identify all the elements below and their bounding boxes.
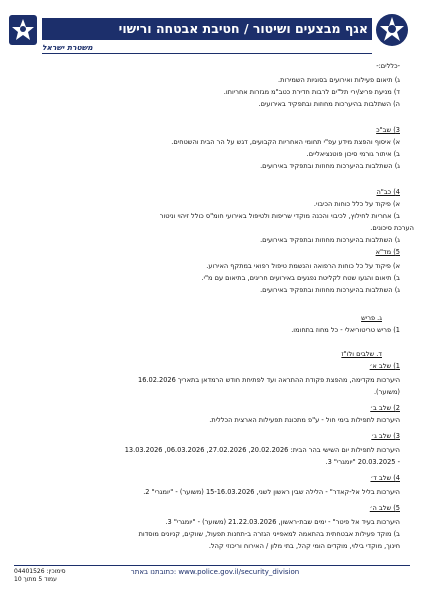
text-line: ב) איתור גורמי סיכון פוטנציאליים.: [306, 150, 400, 158]
text-line: 1) פריש טריטוריאלי - כל מחוז בתחומו.: [291, 326, 400, 334]
text-line: -כללים:-: [376, 62, 400, 70]
text-line: 3) שב"כ: [376, 126, 400, 134]
text-line: ד) מניעת פריצ/ירי תל"ים לרבות חדירת כטב"מ מגזרות אחריותו.: [223, 88, 400, 96]
text-line: ג) השתלבות בהיערכות מחוזות ובתפקיד באירועים.: [260, 162, 400, 170]
text-line: 2) שלב ב׳: [370, 404, 400, 412]
text-line: הערכת סיכונים.: [370, 224, 414, 232]
text-line: 5) מד"א: [375, 248, 400, 256]
text-line: ג. פריש: [361, 314, 382, 322]
text-line: היערכות לתפילות בימי חול - ע"פ מתכונת תפעילות הארצית הכללית.: [209, 416, 400, 424]
text-line: היערכות לתפילות יום השישי בהר הבית: 20.02.2026, 27.02.2026, 06.03.2026, 13.03.2026: [124, 446, 400, 454]
text-line: (משוער).: [373, 388, 400, 396]
police-emblem-icon: [6, 12, 40, 48]
reference-number: סימוכין: 04401526: [14, 568, 66, 575]
footer-reference: [14, 568, 84, 584]
text-line: ה) השתלבות בהיערכות מחוזות ובתפקיד באירועים.: [258, 100, 400, 108]
text-line: ד. שלבים ולו"ז: [341, 350, 382, 358]
text-line: היערכות מקדימה, מהפצת פקודת ההתראה ועד לפתיחת חודש הרמדאן בתאריך 16.02.2026: [138, 376, 400, 384]
text-line: - 20.03.2025 "יומגרי" 3.: [325, 458, 400, 466]
text-line: ג) השתלבות בהיערכות מחוזות ובתפקיד באירועים.: [260, 286, 400, 294]
footer-divider: [14, 565, 410, 566]
text-line: א) פיקוד על כל כוחות הרפואה והנשמת טיפול רפואי במתקף האירוע.: [206, 262, 400, 270]
text-line: א) איסוף והפצת מידע עפ"י תחומי האחריות הקבועים, דגש על הר הבית והשטחים.: [171, 138, 400, 146]
text-line: היערכות בליל אל-קאדר" - הלילה שבין ראשון לשני, 15-16.03.2026 (משוער) - "יומגרי" 2.: [143, 488, 400, 496]
footer-url[interactable]: www.police.gov.il/security_division :כתובתנו באתר: [130, 568, 300, 576]
page-header: [0, 8, 424, 60]
header-subtitle: משטרת ישראל: [42, 43, 93, 52]
text-line: חינוך, מוקדי בילוי, מוקדים הומי קהל, בתי מלון / האירוח וריכוזי קהל.: [208, 542, 400, 550]
text-line: ג) השתלבות בהיערכות מחוזות ובתפקיד באירועים.: [260, 236, 400, 244]
header-divider: [42, 53, 372, 54]
text-line: 1) שלב א׳: [369, 362, 400, 370]
text-line: ב) מוקד פעילות אבטחתית בהתאמה למאפייני הגזרה ב-תחנות תפעול, שווקים, קניונים מוסדות: [138, 530, 400, 538]
text-line: היערכות בעיד אל פיטר" - ימים שבת-ראשון, 21.22.03.2026 (משוער) - "יומגרי" 3.: [165, 518, 400, 526]
text-line: א) פיקוד על כלל כוחות הכיבוי.: [313, 200, 400, 208]
text-line: ג) תיאום פעילות ואירועים בסוגיות השמירות.: [277, 76, 400, 84]
text-line: 4) כב"ה: [376, 188, 400, 196]
unit-emblem-icon: [374, 12, 410, 48]
header-title: אגף מבצעים ושיטור / חטיבת אבטחה ורישוי: [118, 21, 368, 36]
text-line: ב) אחריות לחילוץ, לכיבוי והכנה מוקדי שריפות ולטיפול באירועי חומ"ס כולל זיהוי וניטור: [159, 212, 400, 220]
page-number: עמוד 5 מתוך 10: [14, 576, 57, 583]
text-line: 4) שלב ד׳: [370, 474, 400, 482]
text-line: ב) תיאום והגעו שטח לקליטת נפגעים באירועים חריגים, בתיאום עם מ"י.: [201, 274, 400, 282]
text-line: 5) שלב ה׳: [369, 504, 400, 512]
text-line: 3) שלב ג׳: [371, 432, 400, 440]
